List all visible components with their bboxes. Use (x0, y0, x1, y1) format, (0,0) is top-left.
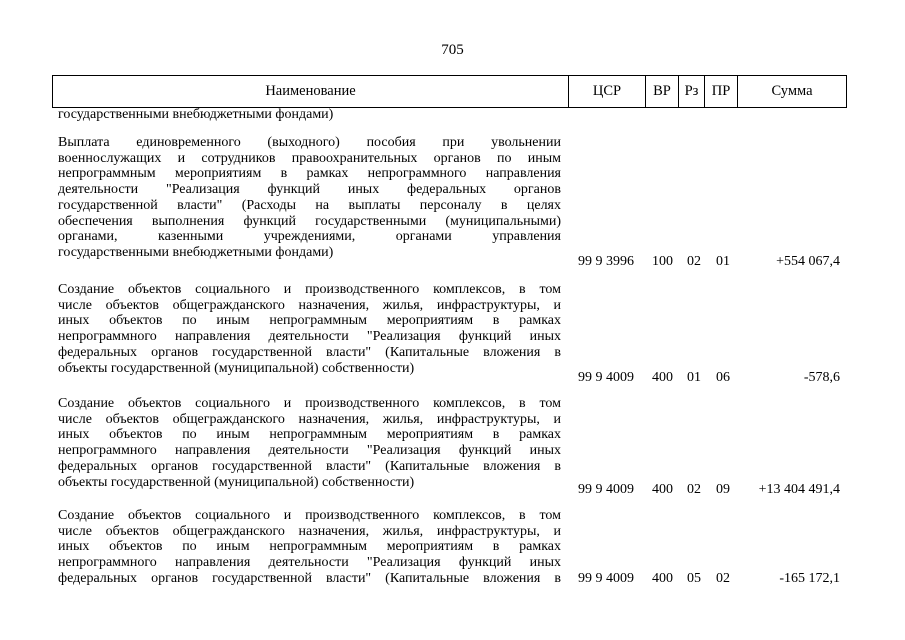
description-line: государственными внебюджетными фондами) (58, 244, 334, 260)
description-line: непрограммного направления деятельности "Реализация функций иных (58, 329, 561, 345)
description-line: иных объектов по иным непрограммным мероприятиям в рамках (58, 427, 561, 443)
cell-rz: 02 (687, 482, 701, 497)
header-rz: Рз (679, 76, 705, 107)
description-line: Создание объектов социального и производственного комплексов, в том (58, 508, 561, 523)
description-line: числе объектов общегражданского назначения, жилья, инфраструктуры, и (58, 523, 561, 539)
cell-pr: 02 (716, 571, 730, 586)
description-line: федеральных органов государственной власти" (Капитальные вложения в (58, 458, 561, 474)
cell-rz: 02 (687, 254, 701, 269)
cell-csr: 99 9 3996 (578, 254, 634, 269)
description-line: деятельности "Реализация функций иных федеральных органов (58, 182, 561, 198)
description-line: обеспечения выполнения функций государственными (муниципальными) (58, 213, 561, 229)
cell-rz: 05 (687, 571, 701, 586)
header-pr: ПР (705, 76, 738, 107)
description-line: иных объектов по иным непрограммным мероприятиям в рамках (58, 313, 561, 329)
row-description (58, 508, 561, 587)
description-line: федеральных органов государственной власти" (Капитальные вложения в (58, 570, 561, 586)
cell-pr: 01 (716, 254, 730, 269)
description-line: числе объектов общегражданского назначения, жилья, инфраструктуры, и (58, 297, 561, 313)
page-number: 705 (441, 42, 464, 58)
description-line: непрограммного направления деятельности "Реализация функций иных (58, 555, 561, 571)
row-description (58, 282, 561, 376)
cell-pr: 06 (716, 370, 730, 385)
cell-vr: 400 (652, 571, 673, 586)
header-vr: ВР (646, 76, 679, 107)
description-line: Выплата единовременного (выходного) пособия при увольнении (58, 135, 561, 150)
cell-pr: 09 (716, 482, 730, 497)
cell-csr: 99 9 4009 (578, 571, 634, 586)
cell-csr: 99 9 4009 (578, 370, 634, 385)
description-line: иных объектов по иным непрограммным мероприятиям в рамках (58, 539, 561, 555)
description-line: числе объектов общегражданского назначения, жилья, инфраструктуры, и (58, 411, 561, 427)
description-line: Создание объектов социального и производственного комплексов, в том (58, 282, 561, 297)
cell-sum: -165 172,1 (779, 571, 840, 586)
description-line: Создание объектов социального и производственного комплексов, в том (58, 396, 561, 411)
description-line: государственной власти" (Расходы на выплаты персоналу в целях (58, 197, 561, 213)
row-description (58, 396, 561, 490)
description-line: объекты государственной (муниципальной) собственности) (58, 360, 415, 376)
carryover-text: государственными внебюджетными фондами) (58, 107, 334, 122)
description-line: непрограммным мероприятиям в рамках непрограммного направления (58, 166, 561, 182)
description-line: органами, казенными учреждениями, органами управления (58, 229, 561, 245)
header-sum: Сумма (771, 83, 813, 99)
header-name: Наименование (53, 76, 569, 107)
description-line: непрограммного направления деятельности "Реализация функций иных (58, 443, 561, 459)
cell-vr: 100 (652, 254, 673, 269)
cell-rz: 01 (687, 370, 701, 385)
cell-sum: +13 404 491,4 (758, 482, 840, 497)
description-line: военнослужащих и сотрудников правоохранительных органов по иным (58, 150, 561, 166)
table-header (52, 75, 847, 108)
description-line: объекты государственной (муниципальной) собственности) (58, 474, 415, 490)
cell-csr: 99 9 4009 (578, 482, 634, 497)
header-csr: ЦСР (569, 76, 646, 107)
description-line: федеральных органов государственной власти" (Капитальные вложения в (58, 344, 561, 360)
cell-vr: 400 (652, 482, 673, 497)
row-description (58, 135, 561, 261)
cell-sum: +554 067,4 (776, 254, 840, 269)
cell-sum: -578,6 (803, 370, 840, 385)
cell-vr: 400 (652, 370, 673, 385)
